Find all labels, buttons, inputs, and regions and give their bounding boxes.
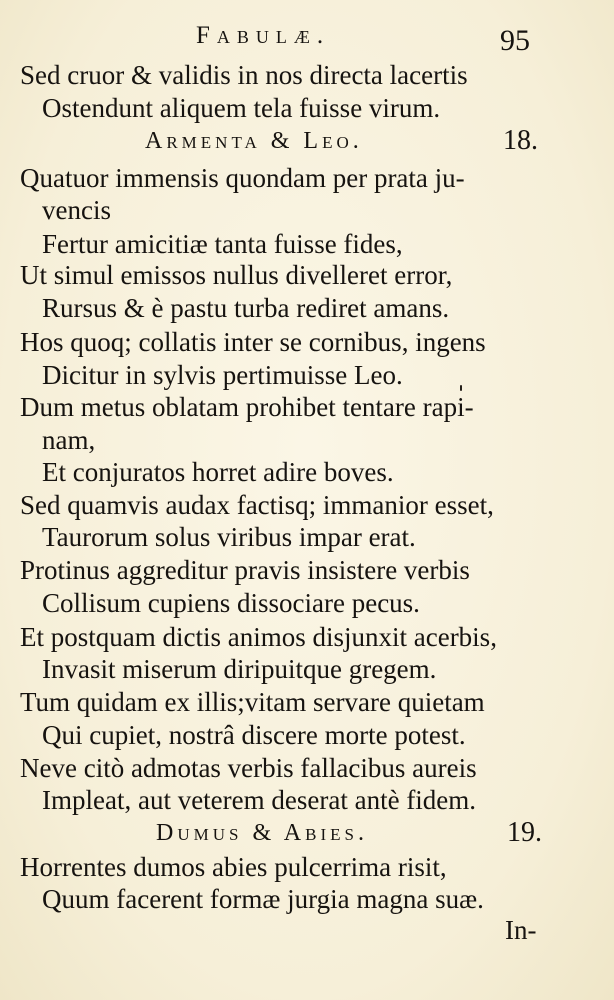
section-title: Dumus & Abies. [156, 820, 368, 846]
text-line: vencis [42, 195, 111, 225]
text-line: Et postquam dictis animos disjunxit acerbis, [20, 622, 497, 652]
text-line: nam, [42, 425, 96, 455]
text-line: Taurorum solus viribus impar erat. [42, 522, 416, 552]
text-line: Rursus & è pastu turba rediret amans. [42, 293, 450, 323]
text-line: Hos quoq; collatis inter se cornibus, ingens [20, 327, 486, 357]
text-line: Impleat, aut veterem deserat antè fidem. [42, 785, 477, 815]
fable-number: 18. [503, 125, 538, 156]
fable-number: 19. [507, 817, 542, 848]
catchword: In- [505, 915, 537, 945]
text-line: Tum quidam ex illis;vitam servare quietam [20, 687, 485, 717]
text-line: Sed quamvis audax factisq; immanior esset, [20, 490, 494, 520]
text-line: Dum metus oblatam prohibet tentare rapi- [20, 392, 474, 422]
text-line: Et conjuratos horret adire boves. [42, 457, 394, 487]
text-line: Horrentes dumos abies pulcerrima risit, [20, 852, 447, 882]
text-line: Dicitur in sylvis pertimuisse Leo. [42, 360, 403, 390]
text-line: Quum facerent formæ jurgia magna suæ. [42, 884, 484, 914]
text-line: Quatuor immensis quondam per prata ju- [20, 163, 465, 193]
text-line: Fertur amicitiæ tanta fuisse fides, [42, 229, 403, 259]
page-header [0, 16, 614, 56]
text-line: Neve citò admotas verbis fallacibus aureis [20, 753, 477, 783]
running-title: Fabulæ. [196, 22, 331, 49]
section-title: Armenta & Leo. [145, 128, 363, 154]
text-line: Collisum cupiens dissociare pecus. [42, 588, 420, 618]
text-line: Ostendunt aliquem tela fuisse virum. [42, 93, 441, 123]
text-line: Qui cupiet, nostrâ discere morte potest. [42, 720, 466, 750]
page-number: 95 [500, 24, 530, 57]
text-line: Sed cruor & validis in nos directa lacertis [20, 60, 468, 90]
text-line: Invasit miserum diripuitque gregem. [42, 654, 437, 684]
text-line: Protinus aggreditur pravis insistere verbis [20, 555, 470, 585]
text-line: Ut simul emissos nullus divelleret error, [20, 260, 453, 290]
